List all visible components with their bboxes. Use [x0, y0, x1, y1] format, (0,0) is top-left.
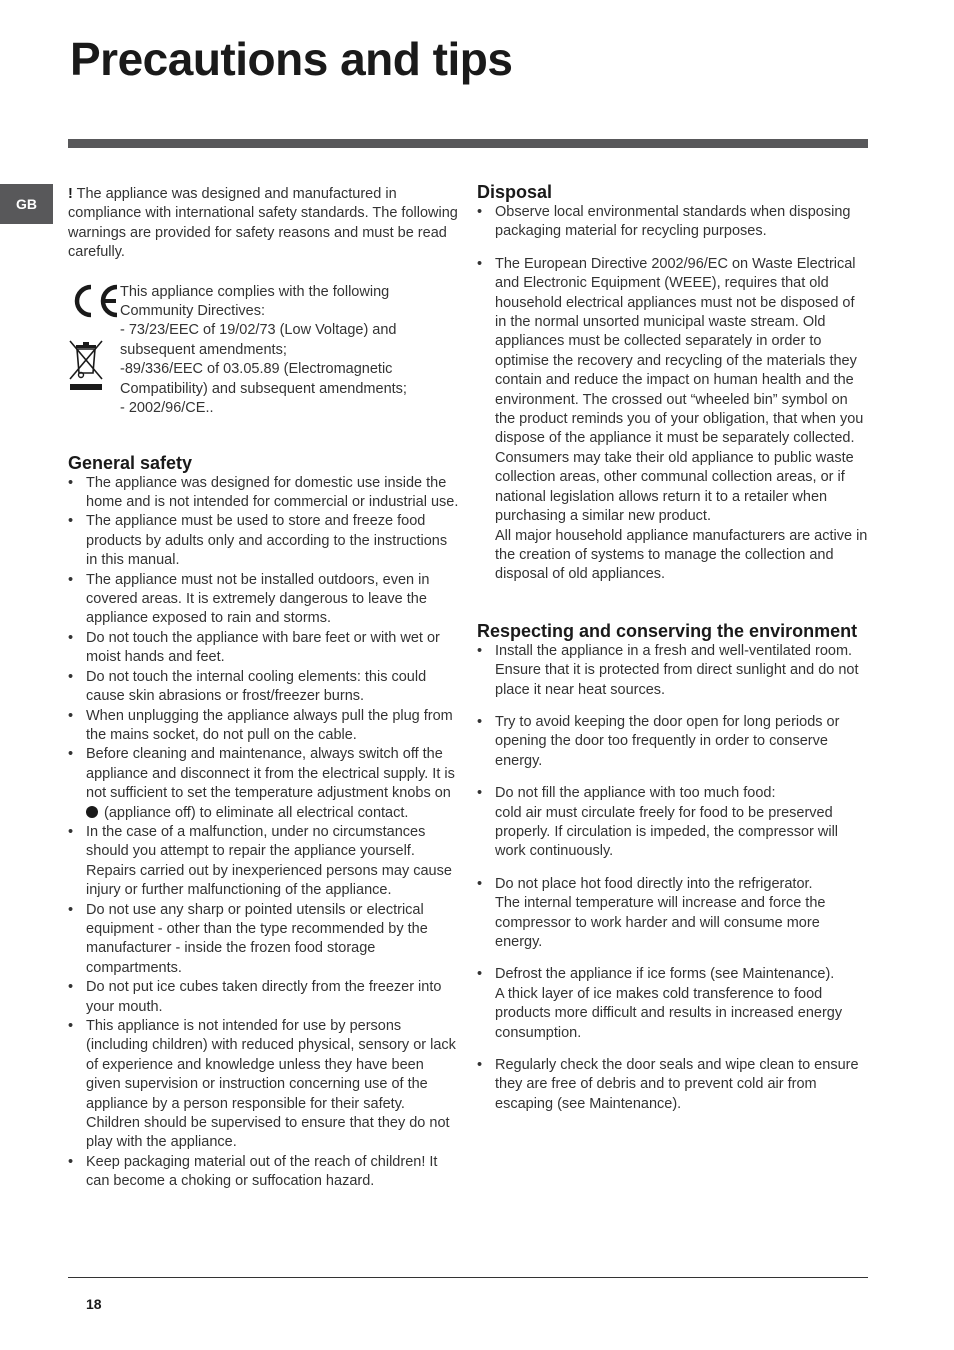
warning-mark: !: [68, 186, 73, 202]
ce-mark-icon: [70, 283, 120, 319]
list-item: • Regularly check the door seals and wipe clean to ensure they are free of debris and to prevent cold air from escaping (see Maintenance).: [477, 1056, 869, 1114]
maintenance-text-after: (appliance off) to eliminate all electrical contact.: [104, 804, 409, 821]
list-item: [477, 965, 869, 1043]
compliance-line: - 2002/96/CE..: [120, 400, 214, 417]
general-safety-list: [68, 474, 461, 1192]
list-item: • Install the appliance in a fresh and well-ventilated room. Ensure that it is protected from direct sunlight and do not place it near heat sources.: [477, 642, 869, 700]
list-item-line: Do not fill the appliance with too much food:: [495, 785, 776, 802]
list-item: • Do not use any sharp or pointed utensils or electrical equipment - other than the type recommended by the manufacturer - inside the frozen food storage compartments.: [68, 901, 461, 979]
list-item: • Do not touch the appliance with bare feet or with wet or moist hands and feet.: [68, 629, 461, 668]
list-item: [68, 745, 461, 823]
crossed-wheeled-bin-icon: [68, 339, 104, 391]
list-item: • Try to avoid keeping the door open for long periods or opening the door too frequently in order to conserve energy.: [477, 713, 869, 771]
general-safety-heading: General safety: [68, 452, 193, 473]
header-bar: [68, 139, 868, 148]
list-item: [477, 875, 869, 953]
list-item: [477, 255, 869, 585]
manufacturers-paragraph: All major household appliance manufacturers are active in the creation of systems to manage the collection and disposal of old appliances.: [495, 527, 868, 583]
weee-paragraph: The European Directive 2002/96/EC on Waste Electrical and Electronic Equipment (WEEE), requires that old household electrical appliances must not be disposed of in the normal unsorted municipal waste stream. Old appliances must be collected separately in order to optimise the recovery and recycling of the materials they contain and reduce the impact on human health and the environment. The crossed out “wheeled bin” symbol on the product reminds you of your obligation, that when you dispose of the appliance it must be separately collected.: [495, 255, 864, 447]
consumers-paragraph: Consumers may take their old appliance to public waste collection areas, other communal collection areas, or if national legislation allows return it to a retailer when purchasing a similar new product.: [495, 449, 854, 525]
disposal-list: [477, 203, 869, 585]
compliance-line: - 73/23/EEC of 19/02/73 (Low Voltage) and subsequent amendments;: [120, 322, 397, 358]
intro-paragraph: [68, 185, 461, 263]
list-item: • The appliance must not be installed outdoors, even in covered areas. It is extremely dangerous to leave the appliance exposed to rain and storms.: [68, 571, 461, 629]
disposal-heading: Disposal: [477, 182, 553, 202]
environment-heading: Respecting and conserving the environment: [477, 620, 858, 641]
list-item-line: A thick layer of ice makes cold transference to food products more difficult and results in increased energy consumption.: [495, 985, 843, 1041]
list-item: • This appliance is not intended for use by persons (including children) with reduced physical, sensory or lack of experience and knowledge unless they have been given supervision or instruction concerning use of the appliance by a person responsible for their safety. Children should be supervised to ensure that they do not play with the appliance.: [68, 1017, 461, 1153]
compliance-text: [120, 283, 460, 419]
list-item-line: Do not place hot food directly into the refrigerator.: [495, 875, 813, 892]
left-column: [68, 185, 461, 1192]
list-item: • The appliance must be used to store and freeze food products by adults only and according to the instructions in this manual.: [68, 512, 461, 570]
list-item-line: The internal temperature will increase and force the compressor to work harder and will consume more energy.: [495, 895, 826, 950]
list-item: • The appliance was designed for domestic use inside the home and is not intended for commercial or industrial use.: [68, 474, 461, 513]
intro-text: The appliance was designed and manufactured in compliance with international safety standards. The following warnings are provided for safety reasons and must be read carefully.: [68, 186, 458, 261]
page-number: 18: [86, 1296, 102, 1312]
maintenance-text-before: Before cleaning and maintenance, always switch off the appliance and disconnect it from the electrical supply. It is not sufficient to set the temperature adjustment knobs on: [86, 746, 455, 802]
compliance-line: -89/336/EEC of 03.05.89 (Electromagnetic Compatibility) and subsequent amendments;: [120, 361, 407, 397]
list-item: • In the case of a malfunction, under no circumstances should you attempt to repair the appliance yourself. Repairs carried out by inexperienced persons may cause injury or further malfunctioning of the appliance.: [68, 823, 461, 901]
list-item: • Do not touch the internal cooling elements: this could cause skin abrasions or frost/freezer burns.: [68, 668, 461, 707]
right-column: [477, 182, 869, 1127]
appliance-off-dot-icon: [86, 806, 98, 818]
footer-rule: [68, 1277, 868, 1278]
list-item: • Observe local environmental standards when disposing packaging material for recycling purposes.: [477, 203, 869, 242]
environment-list: [477, 642, 869, 1115]
list-item: • Keep packaging material out of the reach of children! It can become a choking or suffocation hazard.: [68, 1153, 461, 1192]
page-title: Precautions and tips: [70, 33, 513, 85]
list-item-line: Defrost the appliance if ice forms (see Maintenance).: [495, 966, 835, 983]
list-item: • Do not put ice cubes taken directly from the freezer into your mouth.: [68, 978, 461, 1017]
compliance-block: [68, 283, 461, 419]
compliance-line: This appliance complies with the following Community Directives:: [120, 283, 390, 320]
language-tab: GB: [0, 184, 53, 224]
list-item: • When unplugging the appliance always pull the plug from the mains socket, do not pull on the cable.: [68, 707, 461, 746]
list-item-line: cold air must circulate freely for food to be preserved properly. If circulation is impeded, the compressor will work continuously.: [495, 804, 839, 860]
list-item: [477, 784, 869, 862]
